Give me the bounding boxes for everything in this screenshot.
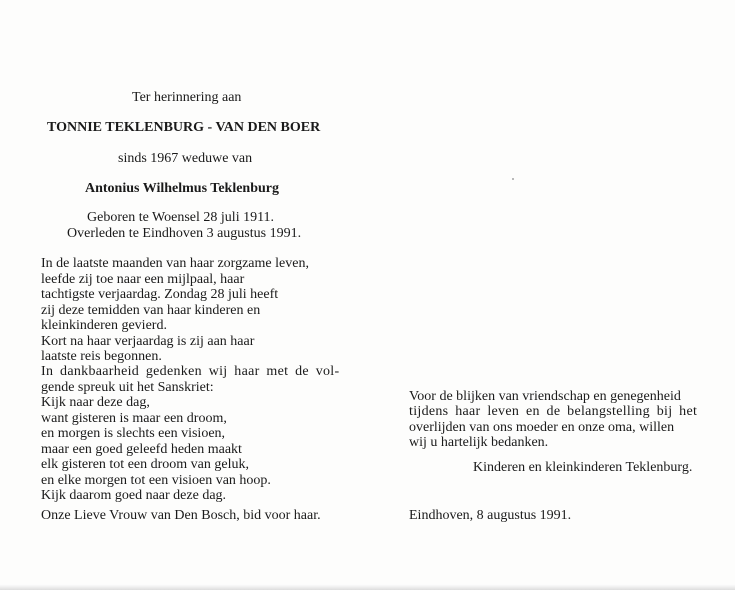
verse-line: Kijk daarom goed naar deze dag. xyxy=(41,488,227,503)
scan-bottom-edge xyxy=(0,584,735,590)
verse-line: maar een goed geleefd heden maakt xyxy=(41,442,242,457)
body-line: tachtigste verjaardag. Zondag 28 juli heeft xyxy=(41,287,279,302)
body-line: laatste reis begonnen. xyxy=(41,349,162,364)
thanks-line: wij u hartelijk bedanken. xyxy=(409,435,549,450)
thanks-line: overlijden van ons moeder en onze oma, willen xyxy=(409,420,675,435)
death-line: Overleden te Eindhoven 3 augustus 1991. xyxy=(67,226,302,241)
scan-speck xyxy=(512,178,514,180)
verse-line: Kijk naar deze dag, xyxy=(41,395,150,410)
verse-line: elk gisteren tot een droom van geluk, xyxy=(41,457,249,472)
body-line: kleinkinderen gevierd. xyxy=(41,318,167,333)
body-line: zij deze temidden van haar kinderen en xyxy=(41,303,261,318)
widow-since: sinds 1967 weduwe van xyxy=(118,151,253,166)
birth-line: Geboren te Woensel 28 juli 1911. xyxy=(87,210,275,225)
body-line: In de laatste maanden van haar zorgzame leven, xyxy=(41,256,309,271)
place-date-line: Eindhoven, 8 augustus 1991. xyxy=(409,508,572,523)
body-line: leefde zij toe naar een mijlpaal, haar xyxy=(41,272,245,287)
verse-line: en elke morgen tot een visioen van hoop. xyxy=(41,473,271,488)
prayer-line: Onze Lieve Vrouw van Den Bosch, bid voor haar. xyxy=(41,508,321,523)
body-line: In dankbaarheid gedenken wij haar met de vol- xyxy=(41,364,340,379)
verse-line: want gisteren is maar een droom, xyxy=(41,411,227,426)
body-line: Kort na haar verjaardag is zij aan haar xyxy=(41,334,255,349)
card-header: Ter herinnering aan xyxy=(132,90,242,105)
signature-line: Kinderen en kleinkinderen Teklenburg. xyxy=(473,460,693,475)
body-line: gende spreuk uit het Sanskriet: xyxy=(41,380,214,395)
verse-line: en morgen is slechts een visioen, xyxy=(41,426,226,441)
thanks-line: tijdens haar leven en de belangstelling bij het xyxy=(409,404,698,419)
deceased-name: TONNIE TEKLENBURG - VAN DEN BOER xyxy=(47,120,321,135)
thanks-line: Voor de blijken van vriendschap en genegenheid xyxy=(409,389,681,404)
spouse-name: Antonius Wilhelmus Teklenburg xyxy=(85,181,280,196)
